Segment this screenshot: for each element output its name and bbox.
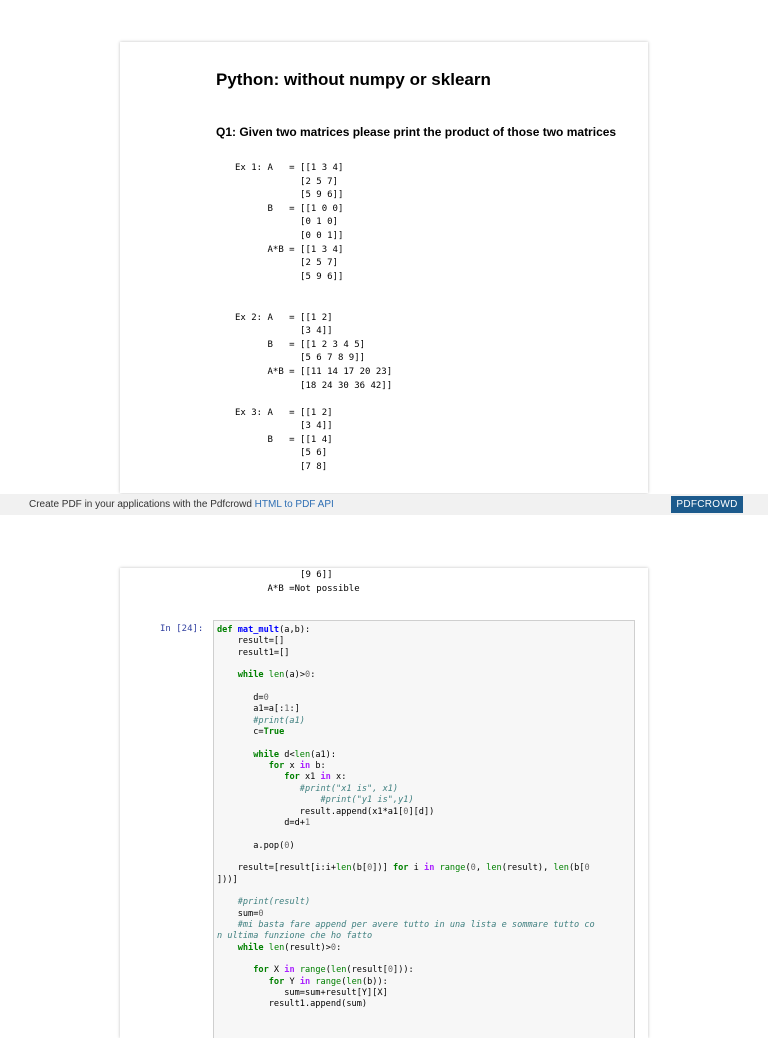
notebook-title: Python: without numpy or sklearn bbox=[216, 70, 491, 89]
cell-input-prompt: In [24]: bbox=[160, 624, 204, 634]
matrix-examples: Ex 1: A = [[1 3 4] [2 5 7] [5 9 6]] B = [[1 0 0] [0 1 0] [0 0 1]] A*B = [[1 3 4] [2 5 7] [5 9 6]] Ex 2: A = [[1 2] [3 4]] B = [[1 2 3 4 5] [5 6 7 8 9]] A*B = [[11 14 17 20 23] [18 24 30 36 42]] Ex 3: A = [[1 2] [3 4]] B = [[1 4] [5 6] [7 8] bbox=[235, 163, 393, 473]
footer-text bbox=[29, 499, 334, 510]
code-source: def mat_mult(a,b): result=[] result1=[] while len(a)>0: d=0 a1=a[:1:] #print(a1) c=True while d<len(a1): for x in b: for x1 in x: #print("x1 is", x1) #print("y1 is",y1) result.append(x1*a1[0][d]) d=d+1 a.pop(0) result=[result[i:i+len(b[0])] for i in range(0, len(result), len(b[0 ]))] #print(result) sum=0 #mi basta fare append per avere tutto in una lista e sommare tutto co n ultima funzione che ho fatto while len(result)>0: for X in range(len(result[0])): for Y in range(len(b)): sum=sum+result[Y][X] result1.append(sum) bbox=[217, 625, 595, 1010]
document-page-1 bbox=[120, 42, 648, 493]
footer-caption: Create PDF in your applications with the Pdfcrowd bbox=[29, 499, 255, 510]
pdf-footer-bar bbox=[0, 494, 768, 515]
code-cell[interactable] bbox=[213, 620, 635, 1038]
matrix-examples-continued: [9 6]] A*B =Not possible bbox=[267, 570, 360, 594]
question-heading: Q1: Given two matrices please print the product of those two matrices bbox=[216, 125, 617, 139]
footer-link[interactable]: HTML to PDF API bbox=[254, 499, 334, 510]
pdfcrowd-badge[interactable]: PDFCROWD bbox=[671, 496, 743, 513]
document-page-2 bbox=[120, 568, 648, 1038]
